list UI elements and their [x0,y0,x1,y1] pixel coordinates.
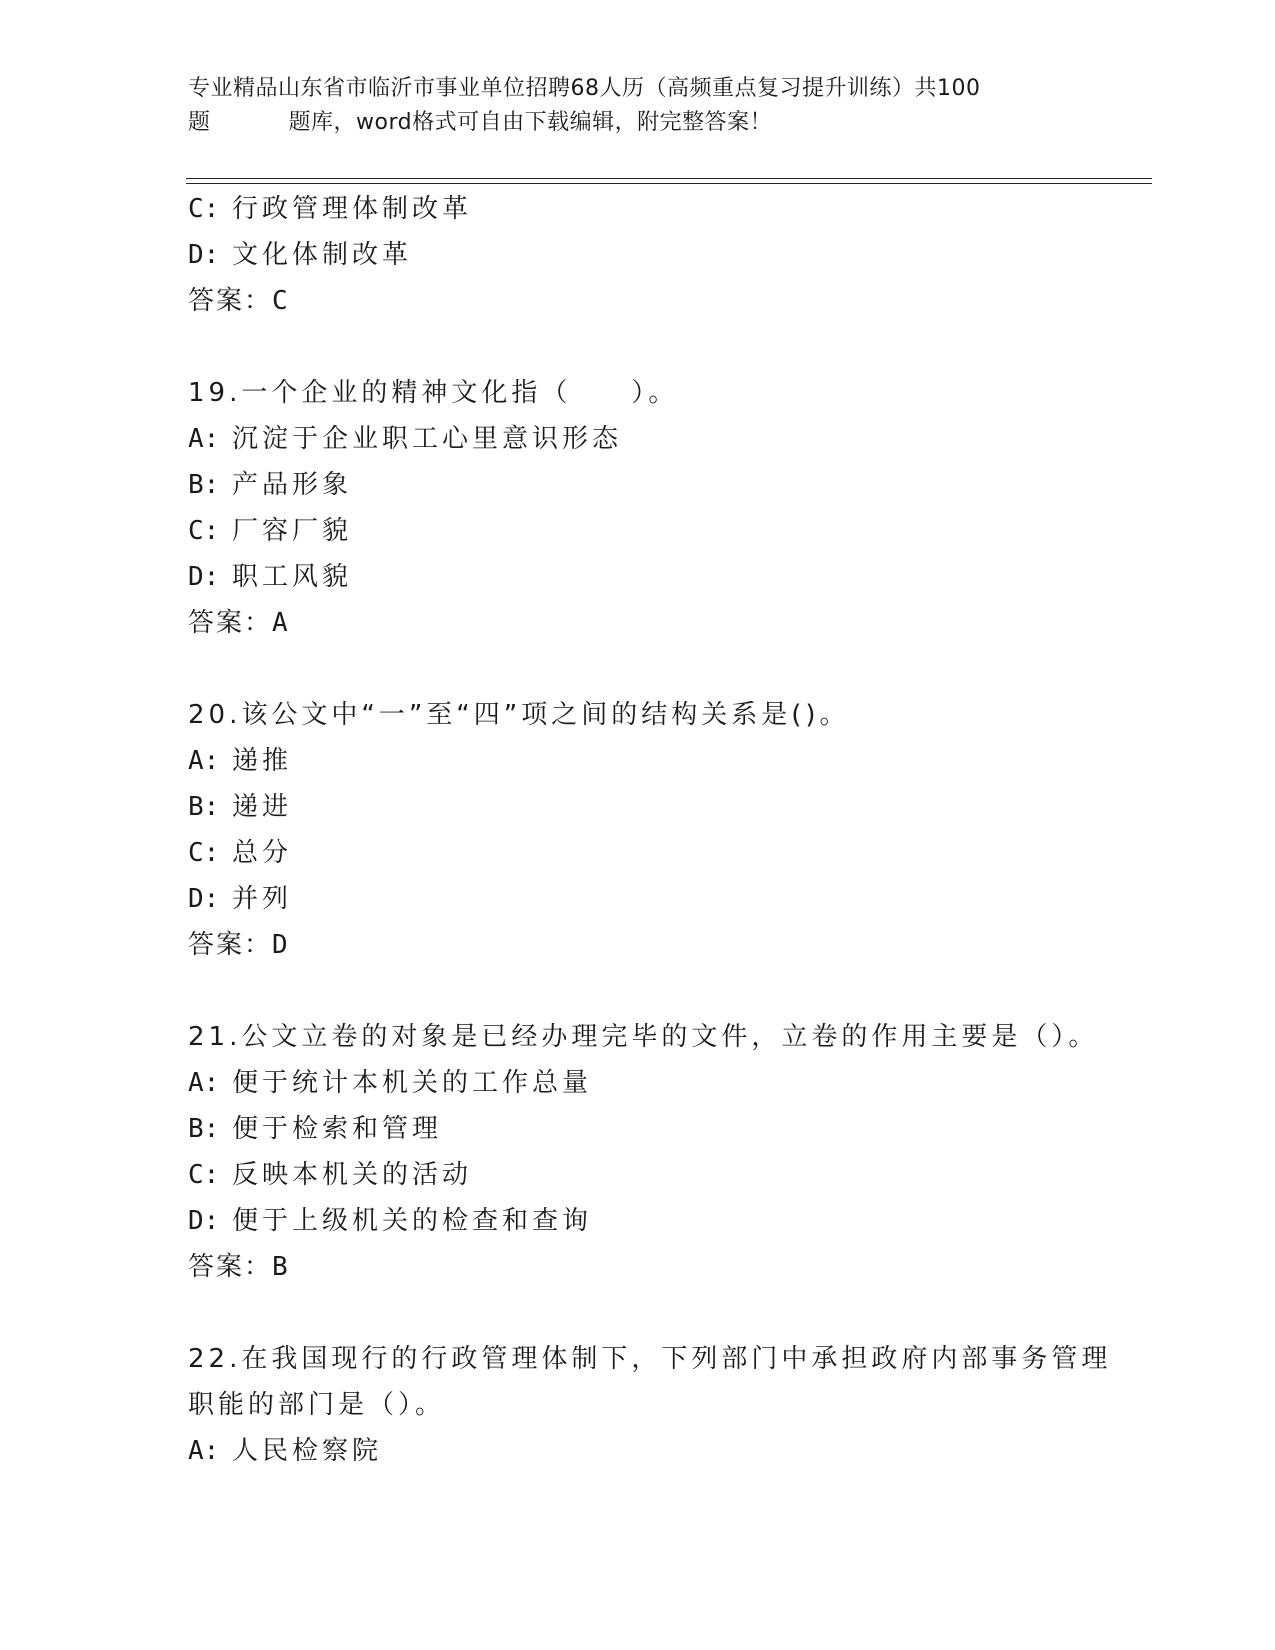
header-divider-top [186,178,1152,179]
option-b [188,462,1088,508]
option-label: B: [188,792,220,822]
option-d [188,232,1088,278]
option-label: D: [188,1206,220,1236]
option-a [188,738,1088,784]
option-a [188,1428,1088,1474]
option-c [188,1152,1088,1198]
document-header [188,72,1088,140]
option-text: 行政管理体制改革 [232,194,473,224]
option-label: D: [188,562,220,592]
option-c [188,830,1088,876]
header-title-line-2 [188,106,1088,140]
answer: 答案：C [188,286,290,316]
option-text: 递进 [232,792,293,822]
answer: 答案：B [188,1252,290,1282]
option-b [188,784,1088,830]
question-21 [188,1014,1099,1290]
option-label: B: [188,470,220,500]
question-18-continued [188,186,1088,324]
option-text: 厂容厂貌 [232,516,353,546]
option-text: 递推 [232,746,293,776]
option-label: A: [188,1436,220,1466]
option-label: C: [188,838,220,868]
option-text: 便于检索和管理 [232,1114,443,1144]
option-label: C: [188,1160,220,1190]
option-label: B: [188,1114,220,1144]
option-text: 职工风貌 [232,562,353,592]
question-list [188,186,1112,1474]
option-text: 并列 [232,884,293,914]
question-text: 19.一个企业的精神文化指（ ）。 [188,378,679,408]
question-text: 20.该公文中“一”至“四”项之间的结构关系是()。 [188,700,850,730]
option-d [188,554,1088,600]
option-text: 反映本机关的活动 [232,1160,473,1190]
option-text: 文化体制改革 [232,240,413,270]
option-label: A: [188,1068,220,1098]
option-label: D: [188,884,220,914]
header-title-line-1: 专业精品山东省市临沂市事业单位招聘68人历（高频重点复习提升训练）共100 [188,76,981,101]
answer: 答案：A [188,608,290,638]
option-text: 产品形象 [232,470,353,500]
question-text: 21.公文立卷的对象是已经办理完毕的文件，立卷的作用主要是（）。 [188,1022,1099,1052]
option-a [188,1060,1088,1106]
question-text-line-2: 职能的部门是（）。 [188,1390,446,1420]
question-19 [188,370,1088,646]
option-b [188,1106,1088,1152]
option-text: 便于统计本机关的工作总量 [232,1068,593,1098]
option-label: D: [188,240,220,270]
option-label: C: [188,194,220,224]
header-divider-bottom [186,183,1152,184]
option-d [188,1198,1088,1244]
option-text: 沉淀于企业职工心里意识形态 [232,424,623,454]
answer: 答案：D [188,930,290,960]
option-text: 便于上级机关的检查和查询 [232,1206,593,1236]
header-line-2-prefix: 题 [188,110,211,135]
question-text-line-1: 22.在我国现行的行政管理体制下，下列部门中承担政府内部事务管理 [188,1344,1112,1374]
header-line-2-text: 题库，word格式可自由下载编辑，附完整答案！ [288,110,773,135]
question-22 [188,1336,1112,1474]
option-c [188,186,1088,232]
option-label: A: [188,746,220,776]
option-text: 总分 [232,838,293,868]
question-20 [188,692,1088,968]
option-d [188,876,1088,922]
option-label: A: [188,424,220,454]
option-c [188,508,1088,554]
option-label: C: [188,516,220,546]
option-text: 人民检察院 [232,1436,383,1466]
option-a [188,416,1088,462]
